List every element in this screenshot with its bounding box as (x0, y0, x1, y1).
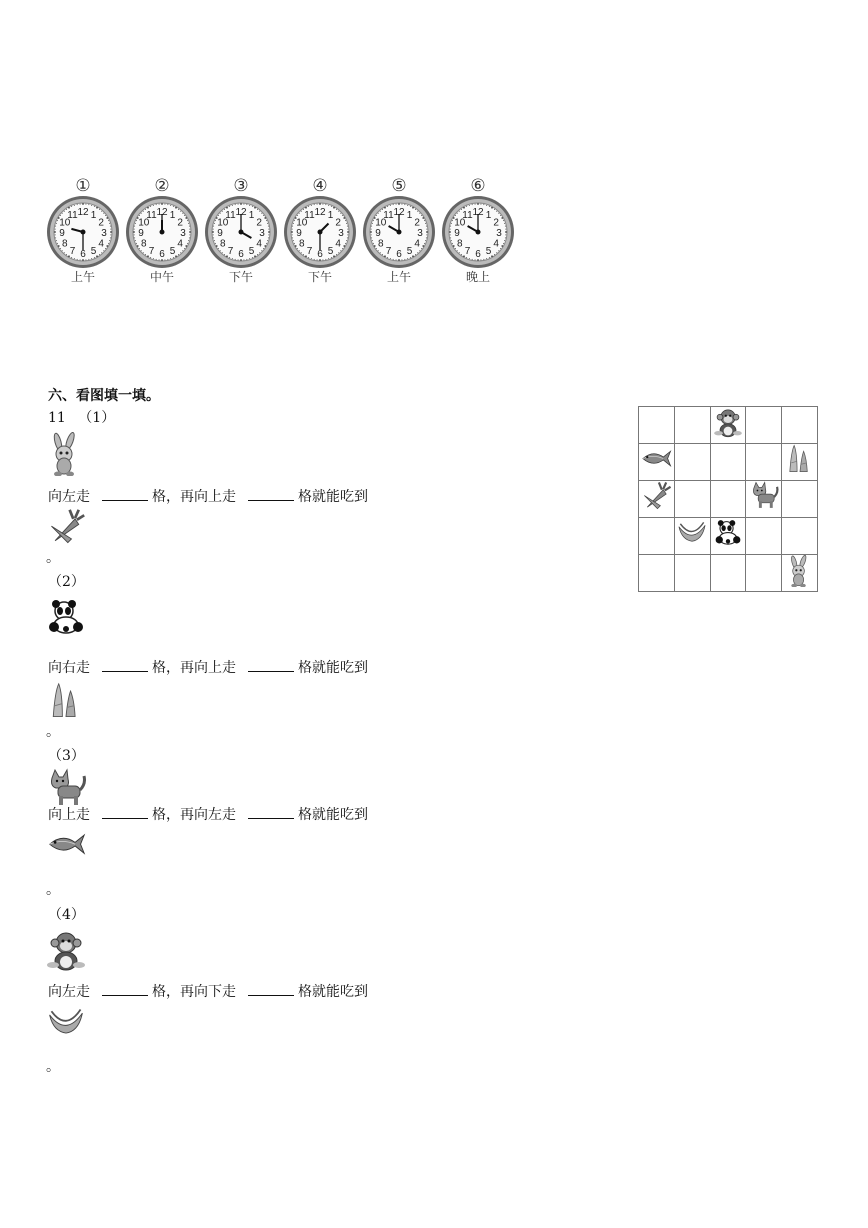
answer-blank-2[interactable] (248, 659, 294, 672)
grid-cell (710, 555, 746, 592)
clock-dial-number: 2 (177, 217, 183, 229)
grid-cell (639, 444, 675, 481)
clock-dial-number: 5 (327, 246, 334, 258)
grid-cell (674, 444, 710, 481)
clock-number-label: ⑥ (470, 176, 486, 196)
clock-dial-number: 11 (146, 209, 157, 221)
clock-dial-number: 12 (393, 207, 405, 218)
direction-1-text: 向右走 (48, 660, 90, 676)
grid-row (639, 518, 818, 555)
clock-dial-number: 3 (496, 228, 502, 239)
clock-dial-number: 1 (169, 209, 176, 221)
clock-dial-number: 1 (327, 209, 334, 221)
clock-dial-number: 11 (304, 209, 315, 221)
clock-dial-number: 11 (383, 209, 394, 221)
fill-in-sentence (48, 488, 368, 505)
clock-time-label: 下午 (307, 270, 332, 284)
clock-dial-number: 11 (225, 209, 236, 221)
clock-dial-number: 6 (159, 249, 165, 260)
monkey-icon (712, 407, 744, 439)
clock-dial-number: 8 (220, 238, 226, 250)
clock-dial-number: 7 (385, 246, 392, 258)
clock-dial-number: 4 (256, 238, 262, 250)
clock-time-label: 上午 (386, 270, 411, 284)
clock-number-label: ④ (312, 176, 328, 196)
grid-cell (674, 407, 710, 444)
clock-dial-number: 1 (406, 209, 413, 221)
grid-cell (746, 518, 782, 555)
grid-cell (746, 407, 782, 444)
clock-time-label: 中午 (149, 270, 174, 284)
clock-dial-number: 7 (69, 246, 76, 258)
part-label: （3） (48, 748, 85, 764)
ending-text: 格就能吃到 (298, 807, 368, 823)
clock-number-label: ⑤ (391, 176, 407, 196)
clock-face (440, 194, 516, 270)
clock-dial-number: 9 (217, 228, 223, 239)
clock-dial-number: 12 (235, 207, 247, 218)
clock-dial-number: 10 (217, 217, 229, 229)
section-title: 六、看图填一填。 (48, 388, 160, 404)
clock-dial-number: 5 (406, 246, 413, 258)
direction-1-text: 向左走 (48, 984, 90, 1000)
direction-1-text: 向左走 (48, 489, 90, 505)
clock-dial-number: 2 (98, 217, 104, 229)
clock-number-label: ② (154, 176, 170, 196)
clock-dial-number: 7 (148, 246, 155, 258)
panda-icon (46, 597, 86, 641)
clock-dial-number: 3 (338, 228, 344, 239)
carrot-icon (640, 481, 672, 513)
animal-picture (46, 597, 86, 645)
clock-dial-number: 6 (80, 249, 86, 260)
grid-cell (639, 518, 675, 555)
direction-2-text: 格，再向左走 (152, 807, 236, 823)
clock-dial-number: 6 (475, 249, 481, 260)
clock-dial-number: 3 (101, 228, 107, 239)
clock-dial-number: 10 (59, 217, 71, 229)
grid-cell (710, 518, 746, 555)
clock-dial-number: 9 (138, 228, 144, 239)
grid-cell (639, 555, 675, 592)
grid-cell (782, 481, 818, 518)
clock-dial-number: 11 (462, 209, 473, 221)
grid-cell (639, 481, 675, 518)
clock-dial-number: 4 (335, 238, 341, 250)
food-picture (46, 1004, 86, 1048)
direction-2-text: 格，再向下走 (152, 984, 236, 1000)
clock-number-label: ① (75, 176, 91, 196)
clock-dial-number: 2 (493, 217, 499, 229)
grid-cell (710, 444, 746, 481)
food-picture (46, 508, 86, 552)
bamboo-shoot-icon (46, 682, 86, 722)
clock-face (124, 194, 200, 270)
panda-icon (712, 518, 744, 550)
fill-in-sentence (48, 806, 368, 823)
clock-dial-number: 8 (62, 238, 68, 250)
fish-icon (46, 826, 86, 866)
clock-dial-number: 2 (256, 217, 262, 229)
clock-dial-number: 6 (317, 249, 323, 260)
clock-dial-number: 12 (156, 207, 168, 218)
clock-dial-number: 8 (141, 238, 147, 250)
grid-cell (746, 444, 782, 481)
clock-dial-number: 7 (306, 246, 313, 258)
clock-dial-number: 9 (454, 228, 460, 239)
cat-icon (748, 481, 780, 513)
clock-dial-number: 8 (299, 238, 305, 250)
clock-dial-number: 4 (414, 238, 420, 250)
fill-in-sentence (48, 659, 368, 676)
fish-icon (640, 444, 672, 476)
question-number: 11 (48, 410, 66, 426)
answer-blank-1[interactable] (102, 488, 148, 501)
direction-2-text: 格，再向上走 (152, 489, 236, 505)
answer-blank-1[interactable] (102, 983, 148, 996)
clock-dial-number: 8 (378, 238, 384, 250)
clock-dial-number: 3 (180, 228, 186, 239)
grid-cell (710, 481, 746, 518)
grid-cell (782, 555, 818, 592)
clock-dial-number: 10 (296, 217, 308, 229)
clock-dial-number: 4 (98, 238, 104, 250)
clock-dial-number: 6 (396, 249, 402, 260)
food-picture (46, 682, 86, 726)
period-mark: 。 (46, 882, 60, 898)
clock-dial-number: 10 (375, 217, 387, 229)
grid-row (639, 555, 818, 592)
answer-blank-2[interactable] (248, 806, 294, 819)
food-picture (46, 826, 86, 870)
grid-cell (782, 407, 818, 444)
clock-face (203, 194, 279, 270)
clock-dial-number: 10 (138, 217, 150, 229)
grid-row (639, 407, 818, 444)
clock-face (45, 194, 121, 270)
answer-blank-1[interactable] (102, 659, 148, 672)
part-label: （2） (48, 574, 85, 590)
grid-cell (782, 518, 818, 555)
clock-dial-number: 3 (259, 228, 265, 239)
part-label: （4） (48, 907, 85, 923)
direction-1-text: 向上走 (48, 807, 90, 823)
grid-cell (674, 555, 710, 592)
question-header (48, 410, 115, 426)
animal-picture (46, 929, 86, 977)
clock-face (282, 194, 358, 270)
clock-dial-number: 12 (77, 207, 89, 218)
period-mark: 。 (46, 550, 60, 566)
animal-picture (46, 432, 86, 480)
clock-dial-number: 9 (375, 228, 381, 239)
banana-icon (46, 1004, 86, 1044)
grid-cell (674, 518, 710, 555)
clock-dial-number: 9 (296, 228, 302, 239)
answer-blank-2[interactable] (248, 983, 294, 996)
grid-cell (639, 407, 675, 444)
carrot-icon (46, 508, 86, 548)
clock-dial-number: 9 (59, 228, 65, 239)
clock-time-label: 下午 (228, 270, 253, 284)
fill-in-sentence (48, 983, 368, 1000)
grid-cell (710, 407, 746, 444)
clock-dial-number: 5 (90, 246, 97, 258)
answer-blank-2[interactable] (248, 488, 294, 501)
grid-row (639, 444, 818, 481)
rabbit-icon (784, 555, 816, 587)
clock-dial-number: 5 (169, 246, 176, 258)
grid-cell (746, 555, 782, 592)
clock-dial-number: 10 (454, 217, 466, 229)
part-1-label: （1） (78, 410, 116, 426)
grid-cell (746, 481, 782, 518)
clock-face (361, 194, 437, 270)
clock-number-label: ③ (233, 176, 249, 196)
clock-dial-number: 1 (248, 209, 255, 221)
clock-dial-number: 6 (238, 249, 244, 260)
clock-time-label: 晚上 (465, 270, 490, 284)
grid-row (639, 481, 818, 518)
grid-cell (782, 444, 818, 481)
ending-text: 格就能吃到 (298, 984, 368, 1000)
answer-blank-1[interactable] (102, 806, 148, 819)
period-mark: 。 (46, 1059, 60, 1075)
clock-time-label: 上午 (70, 270, 95, 284)
map-grid (638, 406, 818, 588)
period-mark: 。 (46, 724, 60, 740)
clock-dial-number: 4 (493, 238, 499, 250)
clock-dial-number: 3 (417, 228, 423, 239)
direction-2-text: 格，再向上走 (152, 660, 236, 676)
clock-dial-number: 4 (177, 238, 183, 250)
clock-dial-number: 2 (414, 217, 420, 229)
clock-dial-number: 12 (314, 207, 326, 218)
clock-dial-number: 5 (248, 246, 255, 258)
banana-icon (676, 518, 708, 550)
clock-dial-number: 5 (485, 246, 492, 258)
ending-text: 格就能吃到 (298, 489, 368, 505)
bamboo-shoot-icon (784, 444, 816, 476)
clock-dial-number: 2 (335, 217, 341, 229)
monkey-icon (46, 929, 86, 973)
ending-text: 格就能吃到 (298, 660, 368, 676)
clock-dial-number: 12 (472, 207, 484, 218)
clock-dial-number: 1 (485, 209, 492, 221)
grid-cell (674, 481, 710, 518)
clock-dial-number: 7 (464, 246, 471, 258)
clock-dial-number: 11 (67, 209, 78, 221)
rabbit-icon (46, 432, 86, 476)
clock-dial-number: 1 (90, 209, 97, 221)
clock-dial-number: 8 (457, 238, 463, 250)
clock-dial-number: 7 (227, 246, 234, 258)
